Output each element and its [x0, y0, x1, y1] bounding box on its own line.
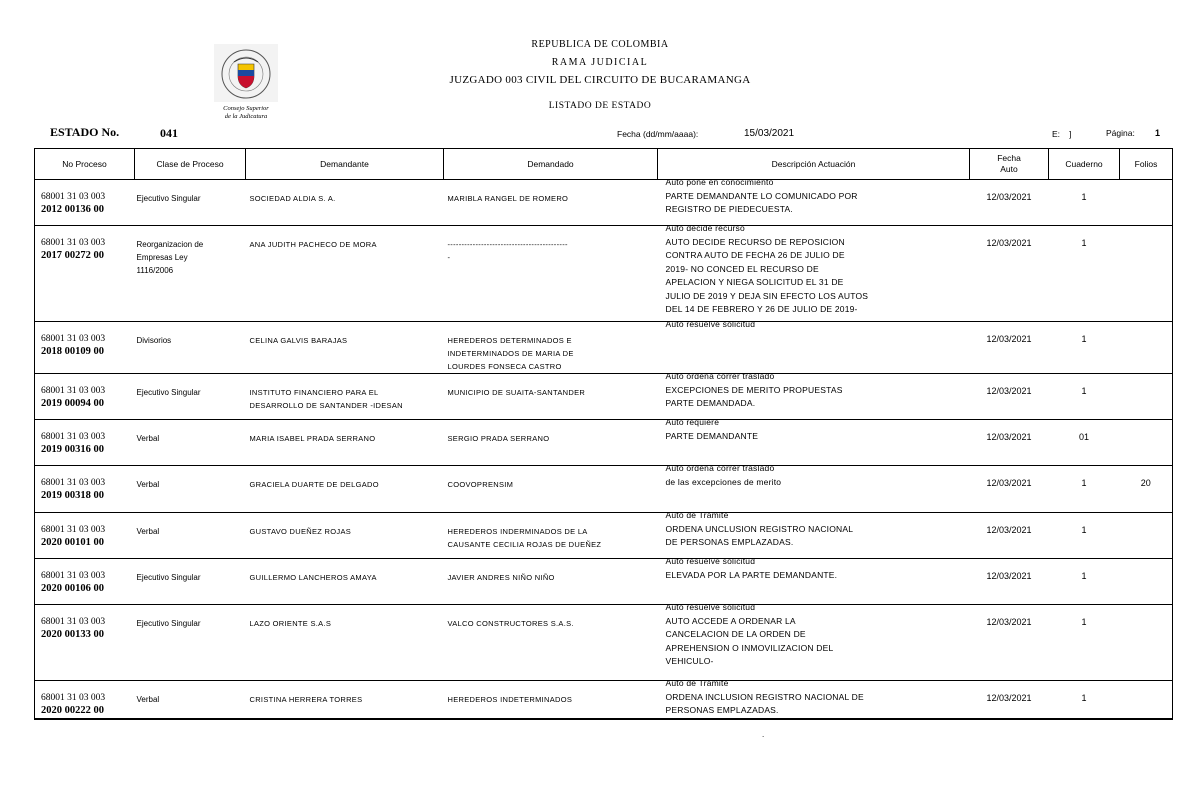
no-proceso-prefix: 68001 31 03 003 [41, 386, 106, 396]
table-row [35, 420, 1173, 466]
demandante-text: SOCIEDAD ALDIA S. A. [249, 194, 336, 203]
clase-text: Ejecutivo Singular [136, 194, 201, 203]
svg-text:Consejo Superior: Consejo Superior [223, 105, 269, 112]
col-header-folios: Folios [1120, 149, 1173, 180]
clase-text: Ejecutivo Singular [136, 573, 201, 582]
fecha-auto-text: 12/03/2021 [986, 571, 1032, 581]
descripcion-text: Auto de Trámite ORDENA UNCLUSION REGISTRO NACIONAL DE PERSONAS EMPLAZADAS. [665, 510, 854, 547]
cell-cuaderno [1049, 513, 1120, 559]
clase-text: Reorganizacion de Empresas Ley 1116/2006 [136, 240, 204, 275]
cell-demandante [246, 374, 444, 420]
cuaderno-text: 1 [1081, 617, 1087, 627]
table-row [35, 513, 1173, 559]
cell-clase [135, 513, 246, 559]
clase-text: Verbal [136, 527, 160, 536]
table-header-row [35, 149, 1173, 180]
no-proceso-number: 2017 00272 00 [41, 250, 104, 261]
header-listado: LISTADO DE ESTADO [548, 101, 652, 111]
fecha-value: 15/03/2021 [744, 128, 795, 139]
no-proceso-number: 2019 00318 00 [41, 490, 104, 501]
cell-descripcion [658, 371, 970, 420]
estado-value: 041 [160, 126, 178, 140]
no-proceso-prefix: 68001 31 03 003 [41, 693, 106, 703]
no-proceso-number: 2020 00222 00 [41, 705, 104, 716]
no-proceso-prefix: 68001 31 03 003 [41, 617, 106, 627]
cell-fecha-auto [970, 681, 1049, 719]
cell-clase [135, 420, 246, 466]
clase-text: Ejecutivo Singular [136, 619, 201, 628]
demandado-text: VALCO CONSTRUCTORES S.A.S. [447, 619, 574, 628]
cell-folios [1120, 466, 1173, 513]
cell-clase [135, 374, 246, 420]
cuaderno-text: 1 [1081, 571, 1087, 581]
cuaderno-text: 1 [1081, 478, 1087, 488]
table-row [35, 226, 1173, 322]
cuaderno-text: 1 [1081, 386, 1087, 396]
no-proceso-number: 2020 00101 00 [41, 537, 104, 548]
pagina-label: Página: [1106, 128, 1135, 138]
cell-folios [1120, 226, 1173, 322]
demandado-text: ------------------------------------------- - [447, 240, 568, 262]
cell-cuaderno [1049, 420, 1120, 466]
cuaderno-text: 01 [1078, 432, 1089, 442]
descripcion-text: Auto decide recurso AUTO DECIDE RECURSO DE REPOSICION CONTRA AUTO DE FECHA 26 DE JULIO DE 2019- NO CONCED EL RECURSO DE APELACION Y NIEGA SOLICITUD EL 31 DE JULIO DE 2019 Y DEJA SIN EFECTO LOS AUTOS DEL 14 DE FEBRERO Y 26 DE JULIO DE 2019- [665, 223, 869, 314]
clase-text: Divisorios [136, 336, 172, 345]
e-value: ] [1069, 129, 1072, 139]
table-row [35, 559, 1173, 605]
cell-no-proceso [35, 681, 135, 719]
col-header-demandante: Demandante [246, 149, 444, 180]
table-row [35, 322, 1173, 374]
cell-clase [135, 322, 246, 374]
cell-demandado [444, 226, 658, 322]
cell-descripcion [658, 319, 970, 374]
cell-fecha-auto [970, 374, 1049, 420]
fecha-auto-text: 12/03/2021 [986, 478, 1032, 488]
cell-no-proceso [35, 226, 135, 322]
cell-demandante [246, 681, 444, 719]
clase-text: Verbal [136, 434, 160, 443]
pagina-value: 1 [1155, 128, 1161, 138]
fecha-auto-text: 12/03/2021 [986, 238, 1032, 248]
clase-text: Verbal [136, 695, 160, 704]
no-proceso-prefix: 68001 31 03 003 [41, 478, 106, 488]
no-proceso-prefix: 68001 31 03 003 [41, 192, 106, 202]
fecha-auto-text: 12/03/2021 [986, 432, 1032, 442]
header-republica: REPUBLICA DE COLOMBIA [531, 39, 669, 50]
cell-demandado [444, 559, 658, 605]
col-header-demandado: Demandado [444, 149, 658, 180]
cuaderno-text: 1 [1081, 525, 1087, 535]
descripcion-text: Auto ordena correr traslado de las excepciones de merito [665, 463, 782, 487]
cell-cuaderno [1049, 681, 1120, 719]
fecha-label: Fecha (dd/mm/aaaa): [617, 129, 699, 139]
descripcion-text: Auto de Trámite ORDENA INCLUSION REGISTRO NACIONAL DE PERSONAS EMPLAZADAS. [665, 678, 864, 715]
demandante-text: INSTITUTO FINANCIERO PARA EL DESARROLLO DE SANTANDER -IDESAN [249, 388, 403, 410]
table-row [35, 466, 1173, 513]
cell-no-proceso [35, 420, 135, 466]
cell-folios [1120, 420, 1173, 466]
cell-cuaderno [1049, 226, 1120, 322]
cell-cuaderno [1049, 466, 1120, 513]
cell-folios [1120, 322, 1173, 374]
col-header-no-proceso: No Proceso [35, 149, 135, 180]
cell-no-proceso [35, 466, 135, 513]
cell-descripcion [658, 678, 970, 719]
cell-fecha-auto [970, 559, 1049, 605]
cell-cuaderno [1049, 180, 1120, 226]
fecha-auto-text: 12/03/2021 [986, 525, 1032, 535]
cell-folios [1120, 180, 1173, 226]
cell-demandado [444, 605, 658, 681]
col-header-descripcion: Descripción Actuación [658, 149, 970, 180]
estado-table [34, 148, 1173, 720]
descripcion-text: Auto pone en conocimiento PARTE DEMANDANTE LO COMUNICADO POR REGISTRO DE PIEDECUESTA. [665, 177, 858, 214]
no-proceso-number: 2020 00133 00 [41, 629, 104, 640]
no-proceso-number: 2012 00136 00 [41, 204, 104, 215]
demandante-text: CELINA GALVIS BARAJAS [249, 336, 348, 345]
demandado-text: SERGIO PRADA SERRANO [447, 434, 550, 443]
demandado-text: MARIBLA RANGEL DE ROMERO [447, 194, 569, 203]
cell-demandado [444, 466, 658, 513]
table-row [35, 180, 1173, 226]
table-row [35, 374, 1173, 420]
cuaderno-text: 1 [1081, 334, 1087, 344]
cell-demandante [246, 513, 444, 559]
cell-folios [1120, 559, 1173, 605]
cell-clase [135, 605, 246, 681]
footer-mark: . [762, 730, 765, 739]
demandante-text: GRACIELA DUARTE DE DELGADO [249, 480, 379, 489]
fecha-auto-text: 12/03/2021 [986, 192, 1032, 202]
cell-demandante [246, 605, 444, 681]
cell-clase [135, 180, 246, 226]
no-proceso-number: 2018 00109 00 [41, 346, 104, 357]
cell-demandado [444, 180, 658, 226]
cell-fecha-auto [970, 466, 1049, 513]
cuaderno-text: 1 [1081, 693, 1087, 703]
cell-descripcion [658, 223, 970, 322]
cell-demandante [246, 180, 444, 226]
no-proceso-number: 2019 00316 00 [41, 444, 104, 455]
fecha-auto-text: 12/03/2021 [986, 693, 1032, 703]
clase-text: Ejecutivo Singular [136, 388, 201, 397]
cell-demandado [444, 322, 658, 374]
demandante-text: MARIA ISABEL PRADA SERRANO [249, 434, 376, 443]
col-header-fecha-auto: Fecha Auto [970, 149, 1049, 180]
cell-demandante [246, 226, 444, 322]
cell-no-proceso [35, 605, 135, 681]
demandante-text: CRISTINA HERRERA TORRES [249, 695, 363, 704]
cell-fecha-auto [970, 605, 1049, 681]
no-proceso-prefix: 68001 31 03 003 [41, 334, 106, 344]
demandado-text: HEREDEROS DETERMINADOS E INDETERMINADOS DE MARIA DE LOURDES FONSECA CASTRO [447, 336, 574, 371]
col-header-clase: Clase de Proceso [135, 149, 246, 180]
header-juzgado: JUZGADO 003 CIVIL DEL CIRCUITO DE BUCARAMANGA [449, 74, 751, 86]
cell-demandante [246, 322, 444, 374]
col-header-cuaderno: Cuaderno [1049, 149, 1120, 180]
cell-fecha-auto [970, 180, 1049, 226]
no-proceso-prefix: 68001 31 03 003 [41, 525, 106, 535]
cell-fecha-auto [970, 322, 1049, 374]
e-label: E: [1052, 129, 1061, 139]
cell-no-proceso [35, 559, 135, 605]
cell-clase [135, 466, 246, 513]
cell-cuaderno [1049, 322, 1120, 374]
table-row [35, 681, 1173, 719]
no-proceso-number: 2019 00094 00 [41, 398, 104, 409]
cell-folios [1120, 374, 1173, 420]
cell-descripcion [658, 463, 970, 513]
cell-descripcion [658, 556, 970, 605]
demandado-text: COOVOPRENSIM [447, 480, 514, 489]
cell-no-proceso [35, 180, 135, 226]
cuaderno-text: 1 [1081, 192, 1087, 202]
cell-no-proceso [35, 513, 135, 559]
fecha-auto-text: 12/03/2021 [986, 617, 1032, 627]
demandado-text: JAVIER ANDRES NIÑO NIÑO [447, 573, 555, 582]
descripcion-text: Auto resuelve solicitud ELEVADA POR LA PARTE DEMANDANTE. [665, 556, 838, 580]
cell-descripcion [658, 602, 970, 681]
cell-clase [135, 559, 246, 605]
cell-descripcion [658, 177, 970, 226]
cell-no-proceso [35, 374, 135, 420]
cell-cuaderno [1049, 559, 1120, 605]
no-proceso-number: 2020 00106 00 [41, 583, 104, 594]
header-rama: RAMA JUDICIAL [551, 57, 649, 68]
demandado-text: MUNICIPIO DE SUAITA-SANTANDER [447, 388, 586, 397]
no-proceso-prefix: 68001 31 03 003 [41, 238, 106, 248]
descripcion-text: Auto resuelve solicitud [665, 319, 756, 329]
table-row [35, 605, 1173, 681]
demandante-text: GUSTAVO DUEÑEZ ROJAS [249, 527, 352, 536]
cell-demandado [444, 420, 658, 466]
cell-demandado [444, 374, 658, 420]
cell-demandado [444, 681, 658, 719]
clase-text: Verbal [136, 480, 160, 489]
demandante-text: ANA JUDITH PACHECO DE MORA [249, 240, 377, 249]
cell-fecha-auto [970, 420, 1049, 466]
cell-demandante [246, 466, 444, 513]
cell-demandante [246, 420, 444, 466]
fecha-auto-text: 12/03/2021 [986, 386, 1032, 396]
no-proceso-prefix: 68001 31 03 003 [41, 571, 106, 581]
cuaderno-text: 1 [1081, 238, 1087, 248]
demandante-text: GUILLERMO LANCHEROS AMAYA [249, 573, 377, 582]
cell-folios [1120, 605, 1173, 681]
fecha-auto-text: 12/03/2021 [986, 334, 1032, 344]
demandado-text: HEREDEROS INDETERMINADOS [447, 695, 573, 704]
cell-clase [135, 226, 246, 322]
estado-label: ESTADO No. [50, 125, 120, 139]
descripcion-text: Auto requiere PARTE DEMANDANTE [665, 417, 759, 441]
cell-cuaderno [1049, 374, 1120, 420]
descripcion-text: Auto resuelve solicitud AUTO ACCEDE A ORDENAR LA CANCELACION DE LA ORDEN DE APREHENSION O INMOVILIZACION DEL VEHICULO- [665, 602, 834, 666]
cell-demandado [444, 513, 658, 559]
cell-no-proceso [35, 322, 135, 374]
svg-text:de la Judicatura: de la Judicatura [224, 113, 268, 120]
cell-cuaderno [1049, 605, 1120, 681]
cell-fecha-auto [970, 226, 1049, 322]
demandante-text: LAZO ORIENTE S.A.S [249, 619, 332, 628]
cell-folios [1120, 513, 1173, 559]
cell-clase [135, 681, 246, 719]
descripcion-text: Auto ordena correr traslado EXCEPCIONES DE MERITO PROPUESTAS PARTE DEMANDADA. [665, 371, 843, 408]
cell-descripcion [658, 510, 970, 559]
no-proceso-prefix: 68001 31 03 003 [41, 432, 106, 442]
folios-text: 20 [1140, 478, 1151, 488]
demandado-text: HEREDEROS INDERMINADOS DE LA CAUSANTE CECILIA ROJAS DE DUEÑEZ [447, 527, 602, 549]
cell-descripcion [658, 417, 970, 466]
cell-fecha-auto [970, 513, 1049, 559]
cell-demandante [246, 559, 444, 605]
cell-folios [1120, 681, 1173, 719]
